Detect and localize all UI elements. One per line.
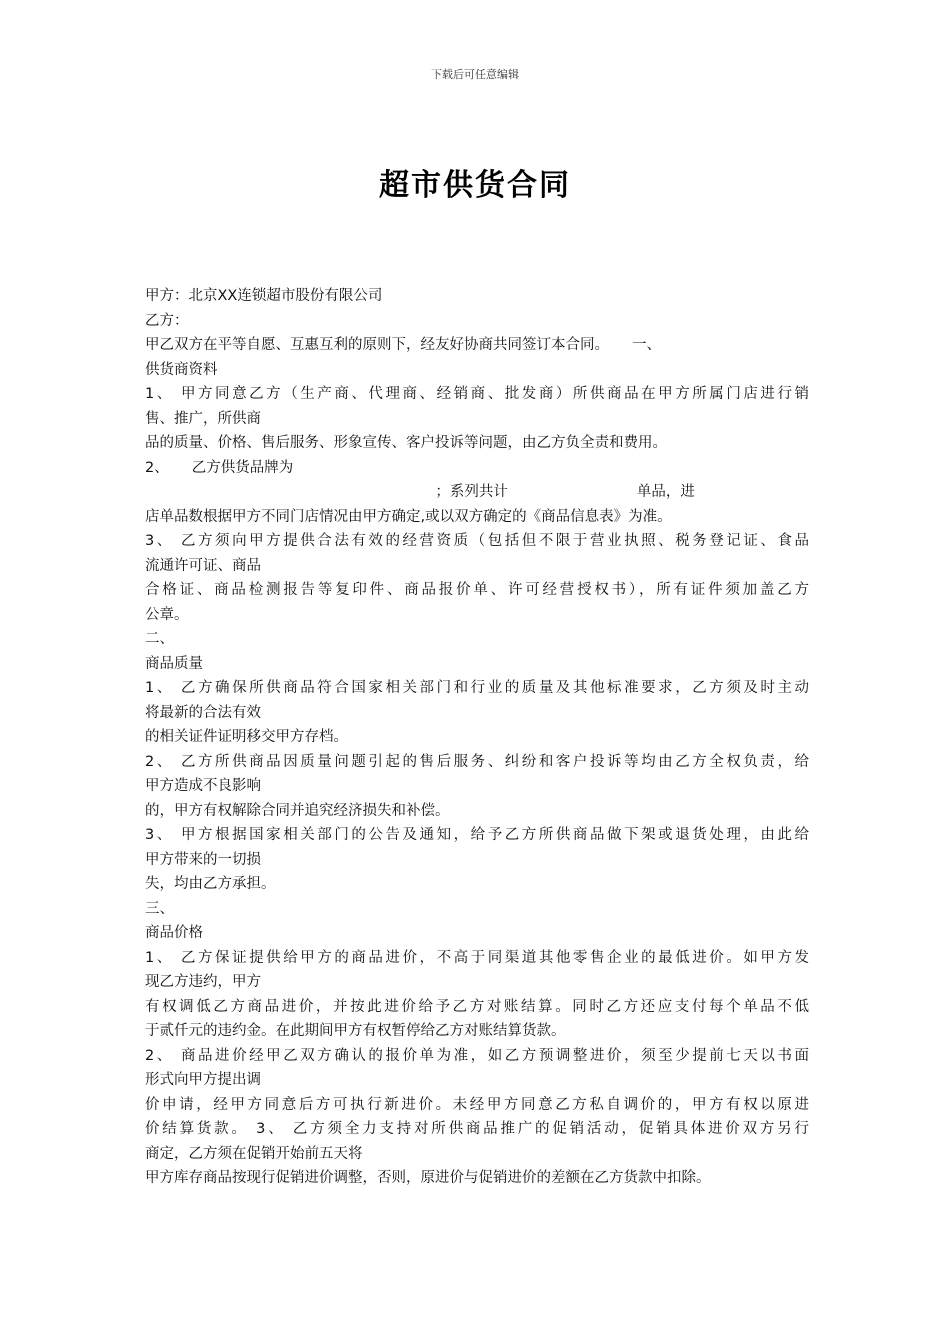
paragraph-line: 流通许可证、商品	[145, 557, 261, 574]
paragraph-line: 失，均由乙方承担。	[145, 876, 276, 892]
paragraph-line: 2、 商品进价经甲乙双方确认的报价单为准，如乙方预调整进价，须至少提前七天以书面	[145, 1047, 809, 1064]
paragraph-line: 售、推广，所供商	[145, 410, 261, 427]
document-title: 超市供货合同	[379, 168, 571, 203]
paragraph-line: 1、 乙方确保所供商品符合国家相关部门和行业的质量及其他标准要求，乙方须及时主动	[145, 680, 809, 696]
paragraph-line: 品的质量、价格、售后服务、形象宣传、客户投诉等问题，由乙方负全责和费用。	[145, 435, 667, 451]
paragraph-line: 1、 甲方同意乙方（生产商、代理商、经销商、批发商）所供商品在甲方所属门店进行销	[145, 386, 809, 402]
paragraph-line: 公章。	[145, 606, 189, 623]
paragraph-line: 合格证、商品检测报告等复印件、商品报价单、许可经营授权书），所有证件须加盖乙方	[145, 582, 809, 598]
paragraph-line: ；系列共计 单品，进	[145, 484, 695, 500]
paragraph-line: 供货商资料	[145, 361, 218, 378]
paragraph-line: 将最新的合法有效	[145, 704, 261, 721]
paragraph-line: 2、 乙方所供商品因质量问题引起的售后服务、纠纷和客户投诉等均由乙方全权负责，给	[145, 753, 809, 770]
paragraph-line: 有权调低乙方商品进价，并按此进价给予乙方对账结算。同时乙方还应支付每个单品不低	[145, 998, 809, 1015]
paragraph-line: 价申请，经甲方同意后方可执行新进价。未经甲方同意乙方私自调价的，甲方有权以原进	[145, 1096, 809, 1113]
paragraph-line: 3、 甲方根据国家相关部门的公告及通知，给予乙方所供商品做下架或退货处理，由此给	[145, 827, 809, 843]
paragraph-line: 3、 乙方须向甲方提供合法有效的经营资质（包括但不限于营业执照、税务登记证、食品	[145, 533, 809, 549]
paragraph-line: 店单品数根据甲方不同门店情况由甲方确定,或以双方确定的《商品信息表》为准。	[145, 508, 672, 525]
paragraph-line: 三、	[145, 900, 174, 917]
paragraph-line: 形式向甲方提出调	[145, 1072, 261, 1088]
paragraph-line: 甲方造成不良影响	[145, 778, 261, 794]
paragraph-line: 甲方库存商品按现行促销进价调整，否则，原进价与促销进价的差额在乙方货款中扣除。	[145, 1170, 711, 1186]
paragraph-line: 二、	[145, 631, 174, 647]
paragraph-line: 商品价格	[145, 925, 203, 941]
paragraph-line: 价结算货款。 3、 乙方须全力支持对所供商品推广的促销活动，促销具体进价双方另行	[145, 1121, 809, 1137]
paragraph-line: 乙方：	[145, 312, 189, 329]
paragraph-line: 2、 乙方供货品牌为	[145, 459, 294, 476]
paragraph-line: 于贰仟元的违约金。在此期间甲方有权暂停给乙方对账结算货款。	[145, 1023, 566, 1039]
paragraph-line: 甲方带来的一切损	[145, 851, 261, 868]
paragraph-line: 现乙方违约，甲方	[145, 974, 261, 990]
paragraph-line: 商定，乙方须在促销开始前五天将	[145, 1145, 363, 1162]
paragraph-line: 的相关证件证明移交甲方存档。	[145, 729, 348, 745]
paragraph-line: 1、 乙方保证提供给甲方的商品进价，不高于同渠道其他零售企业的最低进价。如甲方发	[145, 949, 809, 966]
contract-body	[145, 284, 809, 1191]
paragraph-line: 甲乙双方在平等自愿、互惠互利的原则下，经友好协商共同签订本合同。 一、	[145, 337, 662, 353]
paragraph-line: 甲方：北京XX连锁超市股份有限公司	[145, 288, 383, 304]
page-header: 下载后可任意编辑	[431, 68, 519, 81]
paragraph-line: 的，甲方有权解除合同并追究经济损失和补偿。	[145, 802, 450, 819]
paragraph-line: 商品质量	[145, 655, 203, 672]
